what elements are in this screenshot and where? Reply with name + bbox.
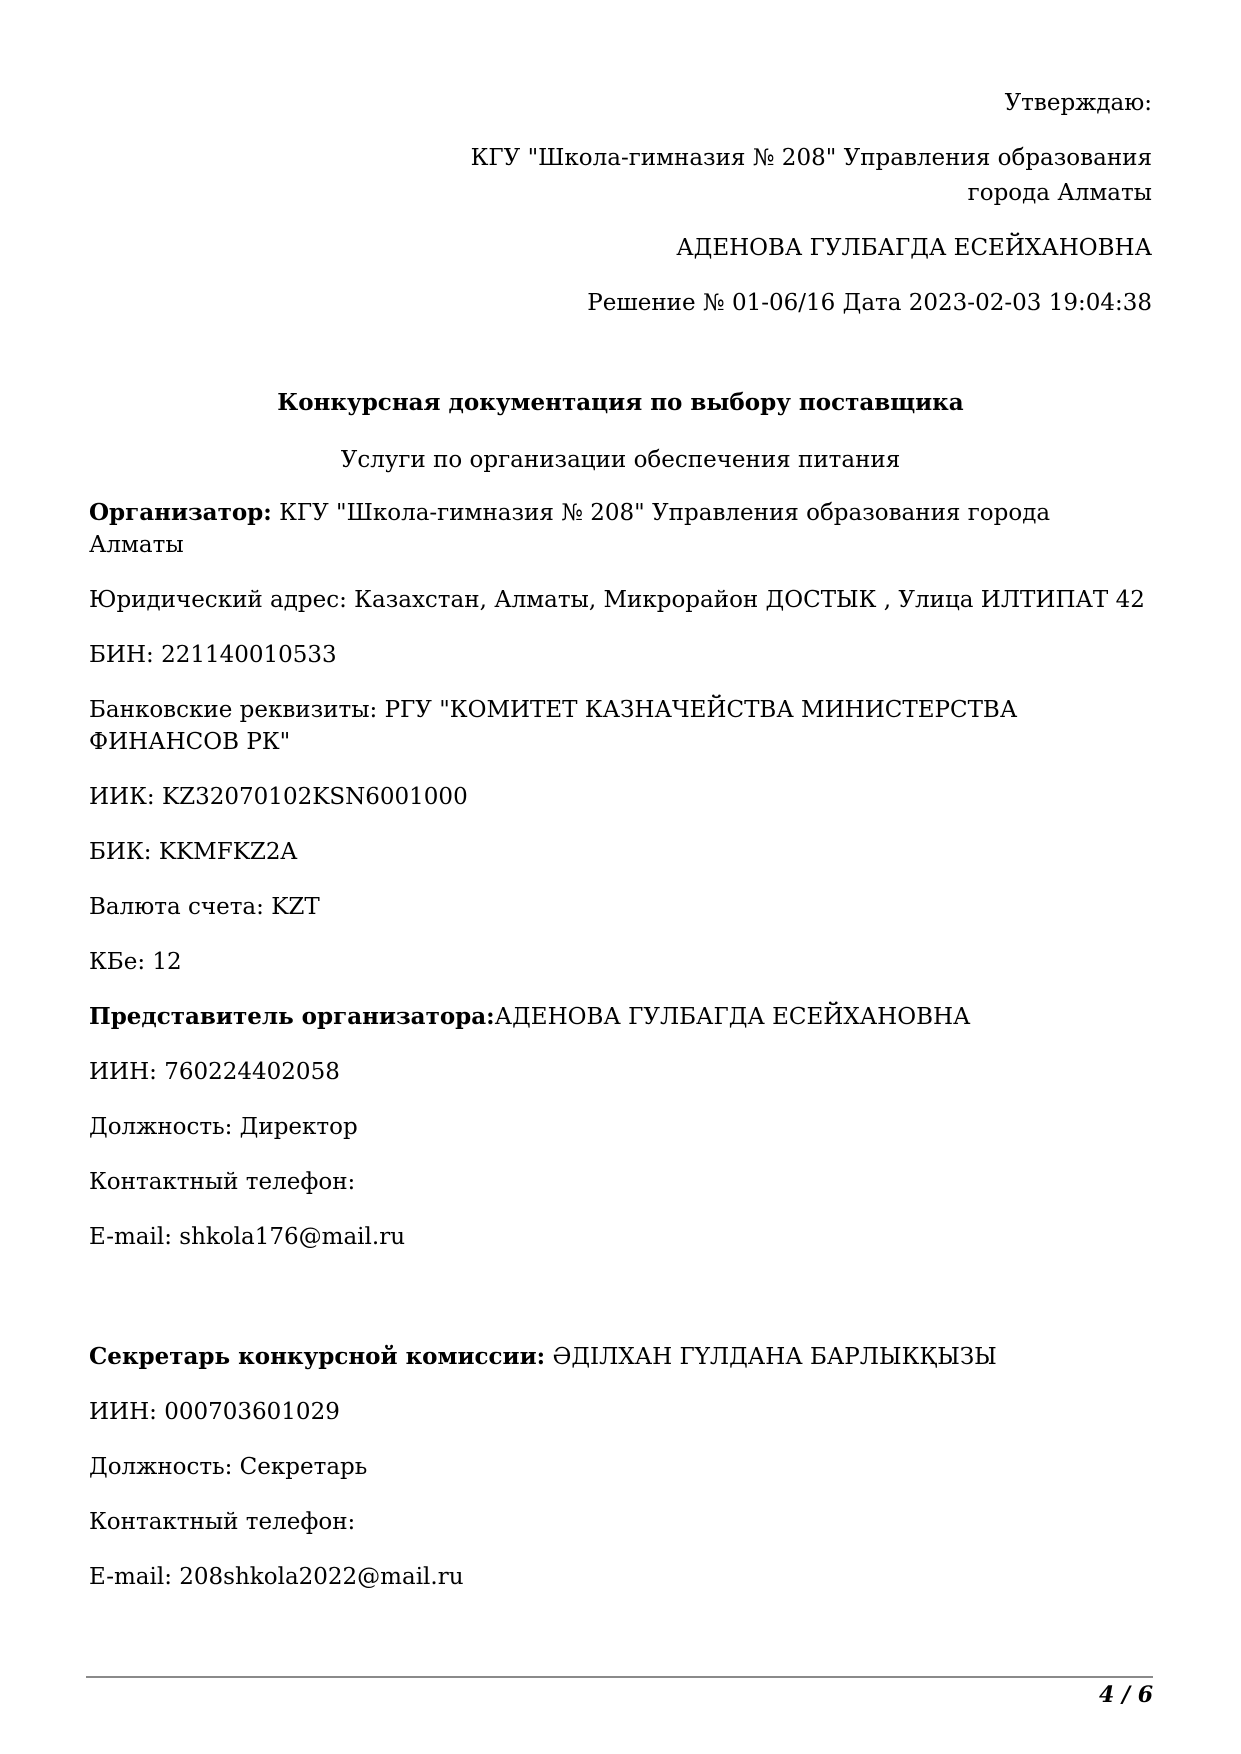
iik-line: ИИК: KZ32070102KSN6001000 (89, 784, 468, 810)
approver-name: АДЕНОВА ГУЛБАГДА ЕСЕЙХАНОВНА (676, 235, 1152, 261)
secretary-phone-line: Контактный телефон: (89, 1509, 356, 1535)
legal-address-line: Юридический адрес: Казахстан, Алматы, Микрорайон ДОСТЫК , Улица ИЛТИПАТ 42 (89, 587, 1145, 613)
currency-line: Валюта счета: KZT (89, 894, 320, 920)
page-number: 4 / 6 (1099, 1682, 1153, 1708)
secretary-position-line: Должность: Секретарь (89, 1454, 368, 1480)
representative-line (89, 1001, 1152, 1033)
organizer-name: КГУ "Школа-гимназия № 208" Управления образования города Алматы (89, 500, 1051, 558)
secretary-name: ӘДІЛХАН ГҮЛДАНА БАРЛЫКҚЫЗЫ (552, 1344, 997, 1370)
organizer-label: Организатор: (89, 499, 272, 526)
organizer-section (89, 497, 1152, 1593)
approve-label: Утверждаю: (1004, 90, 1152, 116)
approval-block (390, 86, 1152, 321)
secretary-email-line: E-mail: 208shkola2022@mail.ru (89, 1564, 464, 1590)
document-subject: Услуги по организации обеспечения питания (340, 447, 901, 473)
secretary-label: Секретарь конкурсной комиссии: (89, 1343, 546, 1370)
representative-email-line: E-mail: shkola176@mail.ru (89, 1224, 406, 1250)
representative-iin-line: ИИН: 760224402058 (89, 1059, 340, 1085)
bank-details-line: Банковские реквизиты: РГУ "КОМИТЕТ КАЗНАЧЕЙСТВА МИНИСТЕРСТВА ФИНАНСОВ РК" (89, 697, 1018, 755)
representative-phone-line: Контактный телефон: (89, 1169, 356, 1195)
secretary-line (89, 1341, 1152, 1373)
bik-line: БИК: KKMFKZ2A (89, 839, 298, 865)
bin-line: БИН: 221140010533 (89, 642, 337, 668)
representative-position-line: Должность: Директор (89, 1114, 358, 1140)
footer-divider (86, 1676, 1153, 1678)
kbe-line: КБе: 12 (89, 949, 182, 975)
secretary-iin-line: ИИН: 000703601029 (89, 1399, 340, 1425)
representative-label: Представитель организатора: (89, 1003, 495, 1030)
organizer-line (89, 497, 1152, 561)
decision-line: Решение № 01-06/16 Дата 2023-02-03 19:04:38 (587, 290, 1152, 316)
approval-organization: КГУ "Школа-гимназия № 208" Управления образования города Алматы (470, 145, 1152, 206)
section-spacer (89, 1276, 1152, 1341)
representative-name: АДЕНОВА ГУЛБАГДА ЕСЕЙХАНОВНА (494, 1004, 971, 1030)
document-title: Конкурсная документация по выбору поставщика (277, 389, 964, 416)
